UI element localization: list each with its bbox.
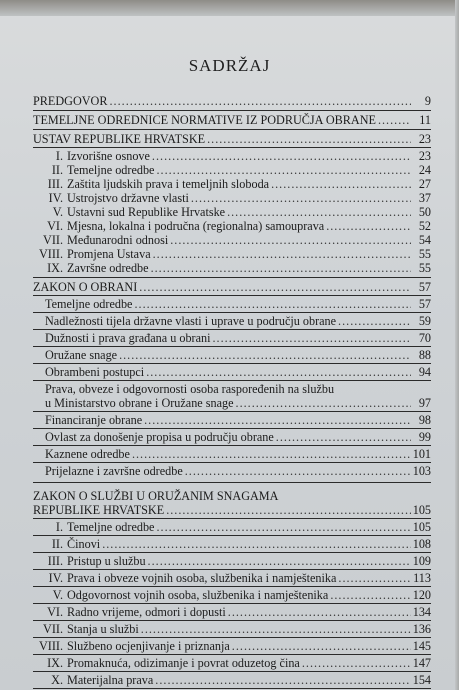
leader-dots	[119, 348, 411, 362]
leader-dots	[227, 205, 411, 219]
divider	[33, 654, 431, 655]
toc-entry-sluzba-vi: VI. Radno vrijeme, odmori i dopusti ..... 134	[33, 605, 431, 619]
toc-entry-obrana-prava-line1: Prava, obveze i odgovornosti osoba raspoređenih na službu	[45, 382, 335, 396]
toc-entry-obrana-ovlast: Ovlast za donošenje propisa u području obrane ..... 99	[33, 430, 431, 444]
leader-dots	[191, 191, 411, 205]
table-of-contents	[33, 94, 431, 690]
divider	[33, 603, 431, 604]
toc-entry-ustav-v: V. Ustavni sud Republike Hrvatske ..... 50	[33, 205, 431, 219]
divider	[33, 428, 431, 429]
divider	[33, 552, 431, 553]
leader-dots	[271, 177, 411, 191]
leader-dots	[144, 413, 411, 427]
divider	[33, 482, 431, 483]
leader-dots	[207, 132, 411, 146]
divider	[33, 411, 431, 412]
toc-entry-zakon-o-sluzbi-line1: ZAKON O SLUŽBI U ORUŽANIM SNAGAMA	[33, 489, 279, 503]
divider	[33, 312, 431, 313]
toc-entry-ustav: USTAV REPUBLIKE HRVATSKE ..... 23	[33, 132, 431, 146]
leader-dots	[152, 149, 411, 163]
leader-dots	[110, 94, 412, 108]
leader-dots	[378, 113, 411, 127]
divider	[33, 620, 431, 621]
toc-entry-ustav-viii: VIII. Promjena Ustava ..... 55	[33, 247, 431, 261]
toc-entry-sluzba-iii: III. Pristup u službu ..... 109	[33, 554, 431, 568]
leader-dots	[338, 571, 411, 585]
divider	[33, 535, 431, 536]
leader-dots	[232, 639, 411, 653]
toc-entry-ustav-i: I. Izvorišne osnove ..... 23	[33, 149, 431, 163]
divider	[33, 295, 431, 296]
leader-dots	[134, 297, 411, 311]
leader-dots	[155, 673, 410, 687]
divider	[33, 688, 431, 689]
leader-dots	[170, 233, 411, 247]
toc-entry-obrana-temeljne: Temeljne odredbe ..... 57	[33, 297, 431, 311]
divider	[33, 462, 431, 463]
toc-entry-zakon-o-sluzbi-line2: REPUBLIKE HRVATSKE ..... 105	[33, 503, 431, 517]
divider	[33, 329, 431, 330]
toc-entry-ustav-iii: III. Zaštita ljudskih prava i temeljnih sloboda ..... 27	[33, 177, 431, 191]
page-top-edge	[0, 0, 459, 16]
leader-dots	[276, 430, 411, 444]
leader-dots	[141, 622, 411, 636]
toc-entry-sluzba-ix: IX. Promaknuća, odizimanje i povrat oduzetog čina ..... 147	[33, 656, 431, 670]
toc-entry-ustav-vi: VI. Mjesna, lokalna i područna (regionalna) samouprava ..... 52	[33, 219, 431, 233]
divider	[33, 129, 431, 130]
toc-entry-obrana-nadleznosti: Nadležnosti tijela državne vlasti i uprave u području obrane ..... 59	[33, 314, 431, 328]
leader-dots	[156, 520, 410, 534]
toc-entry-obrana-kaznene: Kaznene odredbe ..... 101	[33, 447, 431, 461]
page-title: SADRŽAJ	[188, 56, 271, 75]
divider	[33, 586, 431, 587]
toc-entry-sluzba-iv: IV. Prava i obveze vojnih osoba, službenika i namještenika ..... 113	[33, 571, 431, 585]
leader-dots	[213, 331, 412, 345]
toc-entry-obrana-prava-line2: u Ministarstvo obrane i Oružane snage ..... 97	[33, 396, 431, 410]
leader-dots	[156, 163, 411, 177]
divider	[33, 346, 431, 347]
divider	[33, 147, 431, 148]
toc-entry-predgovor: PREDGOVOR ..... 9	[33, 94, 431, 108]
toc-entry-zakon-o-obrani: ZAKON O OBRANI ..... 57	[33, 280, 431, 294]
leader-dots	[326, 219, 411, 233]
leader-dots	[338, 314, 411, 328]
toc-entry-obrana-financiranje: Financiranje obrane ..... 98	[33, 413, 431, 427]
leader-dots	[151, 261, 411, 275]
leader-dots	[302, 656, 411, 670]
leader-dots	[148, 554, 411, 568]
leader-dots	[236, 396, 411, 410]
toc-entry-sluzba-vii: VII. Stanja u službi ..... 136	[33, 622, 431, 636]
toc-entry-obrana-postupci: Obrambeni postupci ..... 94	[33, 365, 431, 379]
leader-dots	[102, 537, 411, 551]
toc-entry-sluzba-i: I. Temeljne odredbe ..... 105	[33, 520, 431, 534]
leader-dots	[330, 588, 410, 602]
toc-entry-ustav-vii: VII. Međunarodni odnosi ..... 54	[33, 233, 431, 247]
divider	[33, 637, 431, 638]
toc-entry-sluzba-x: X. Materijalna prava ..... 154	[33, 673, 431, 687]
divider	[33, 110, 431, 111]
divider	[33, 445, 431, 446]
divider	[33, 518, 431, 519]
leader-dots	[132, 447, 411, 461]
leader-dots	[228, 605, 411, 619]
divider	[33, 363, 431, 364]
toc-entry-ustav-ix: IX. Završne odredbe ..... 55	[33, 261, 431, 275]
divider	[33, 277, 431, 278]
toc-entry-sluzba-ii: II. Činovi ..... 108	[33, 537, 431, 551]
toc-entry-obrana-oruzane-snage: Oružane snage ..... 88	[33, 348, 431, 362]
leader-dots	[153, 247, 411, 261]
divider	[33, 569, 431, 570]
divider	[33, 380, 431, 381]
toc-entry-ustav-iv: IV. Ustrojstvo državne vlasti ..... 37	[33, 191, 431, 205]
leader-dots	[139, 280, 411, 294]
toc-entry-obrana-prijelazne: Prijelazne i završne odredbe ..... 103	[33, 464, 431, 478]
toc-entry-ustav-ii: II. Temeljne odredbe ..... 24	[33, 163, 431, 177]
toc-entry-temeljne-odrednice: TEMELJNE ODREDNICE NORMATIVE IZ PODRUČJA OBRANE ..... 11	[33, 113, 431, 127]
divider	[33, 671, 431, 672]
page-right-edge	[455, 0, 459, 690]
leader-dots	[166, 503, 411, 517]
toc-entry-sluzba-viii: VIII. Službeno ocjenjivanje i priznanja ..... 145	[33, 639, 431, 653]
leader-dots	[146, 365, 411, 379]
toc-entry-obrana-duznosti: Dužnosti i prava građana u obrani ..... 70	[33, 331, 431, 345]
leader-dots	[185, 464, 411, 478]
toc-entry-sluzba-v: V. Odgovornost vojnih osoba, službenika i namještenika ..... 120	[33, 588, 431, 602]
